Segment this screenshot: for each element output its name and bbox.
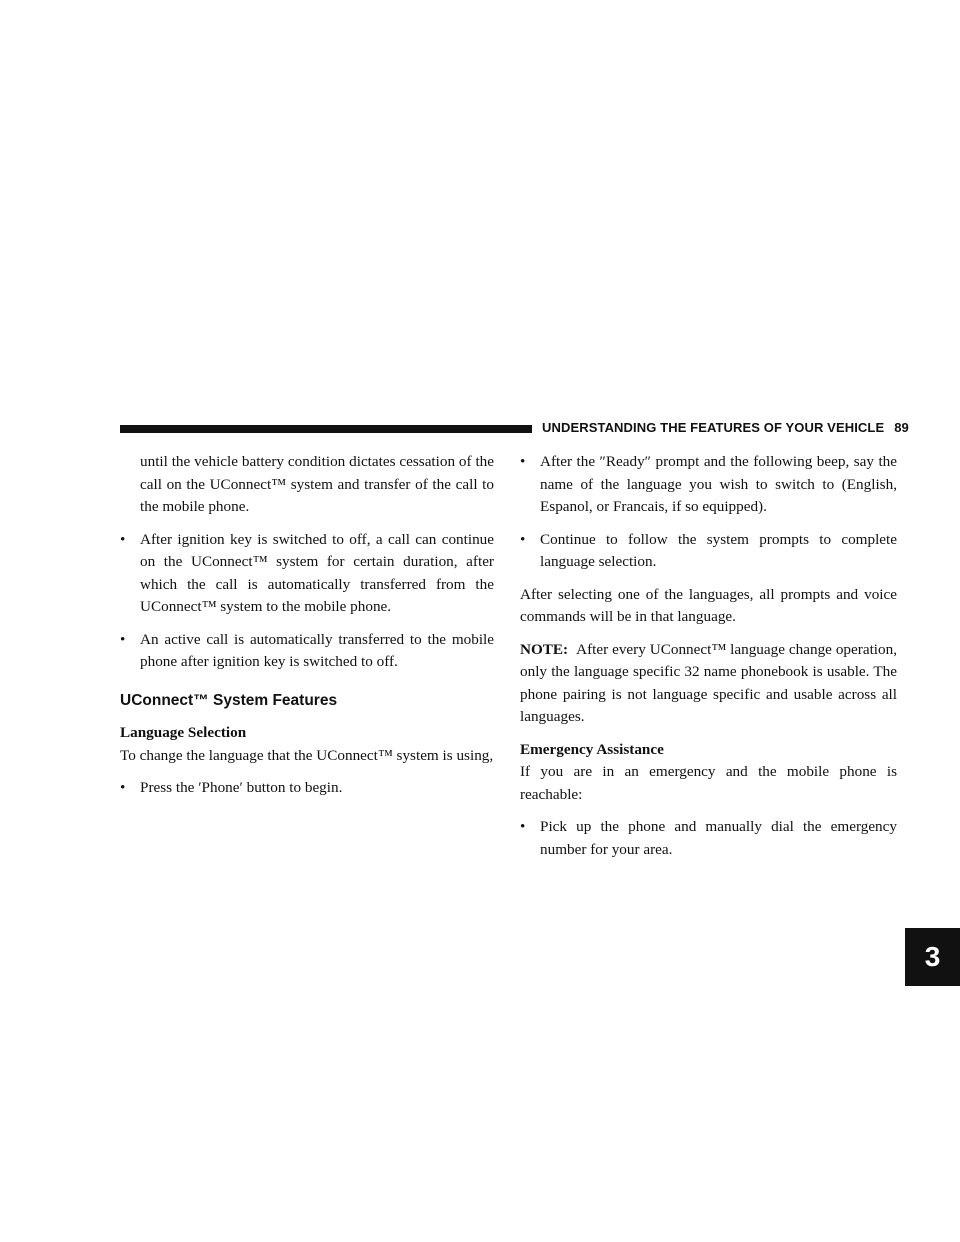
note-text: After every UConnect™ language change operation, only the language specific 32 name phonebook is usable. The phone pairing is not language specific and usable across all languages.	[520, 640, 897, 725]
subhead-language-selection: Language Selection	[120, 724, 247, 741]
list-item	[120, 629, 494, 674]
running-header	[542, 420, 909, 435]
note-paragraph	[520, 639, 897, 729]
emergency-intro: If you are in an emergency and the mobile phone is reachable:	[520, 763, 897, 803]
right-column	[520, 451, 897, 871]
list-item-text: After ignition key is switched to off, a call can continue on the UConnect™ system for certain duration, after which the call is automatically transferred from the UConnect™ system to the mobile phone.	[140, 530, 494, 615]
section-title: UConnect™ System Features	[120, 691, 338, 709]
continuation-paragraph: until the vehicle battery condition dictates cessation of the call on the UConnect™ system and transfer of the call to the mobile phone.	[140, 453, 494, 515]
section-tab: 3	[905, 928, 960, 986]
subhead-emergency-assistance: Emergency Assistance	[520, 740, 664, 758]
bullet-icon: •	[120, 779, 126, 796]
header-rule	[120, 425, 532, 433]
list-item	[120, 777, 494, 800]
list-item-text: An active call is automatically transferred to the mobile phone after ignition key is switched to off.	[140, 630, 494, 670]
note-label: NOTE:	[520, 640, 569, 658]
language-paragraph: After selecting one of the languages, all prompts and voice commands will be in that language.	[520, 585, 897, 625]
list-item-text: Press the ′Phone′ button to begin.	[140, 779, 343, 796]
list-item	[520, 451, 897, 519]
list-item-text: Pick up the phone and manually dial the emergency number for your area.	[540, 818, 897, 858]
running-title: UNDERSTANDING THE FEATURES OF YOUR VEHICLE	[542, 420, 885, 435]
bullet-icon: •	[520, 818, 526, 835]
bullet-icon: •	[520, 453, 526, 470]
bullet-icon: •	[120, 530, 126, 548]
list-item-text: After the ″Ready″ prompt and the following beep, say the name of the language you wish to switch to (English, Espanol, or Francais, if so equipped).	[540, 453, 897, 515]
list-item-text: Continue to follow the system prompts to complete language selection.	[540, 530, 897, 570]
bullet-icon: •	[520, 530, 526, 548]
left-column	[120, 451, 494, 810]
list-item	[520, 816, 897, 861]
bullet-icon: •	[120, 630, 126, 648]
list-item	[520, 529, 897, 574]
page-number: 89	[894, 420, 909, 435]
list-item	[120, 529, 494, 619]
intro-paragraph: To change the language that the UConnect™ system is using,	[120, 746, 494, 764]
